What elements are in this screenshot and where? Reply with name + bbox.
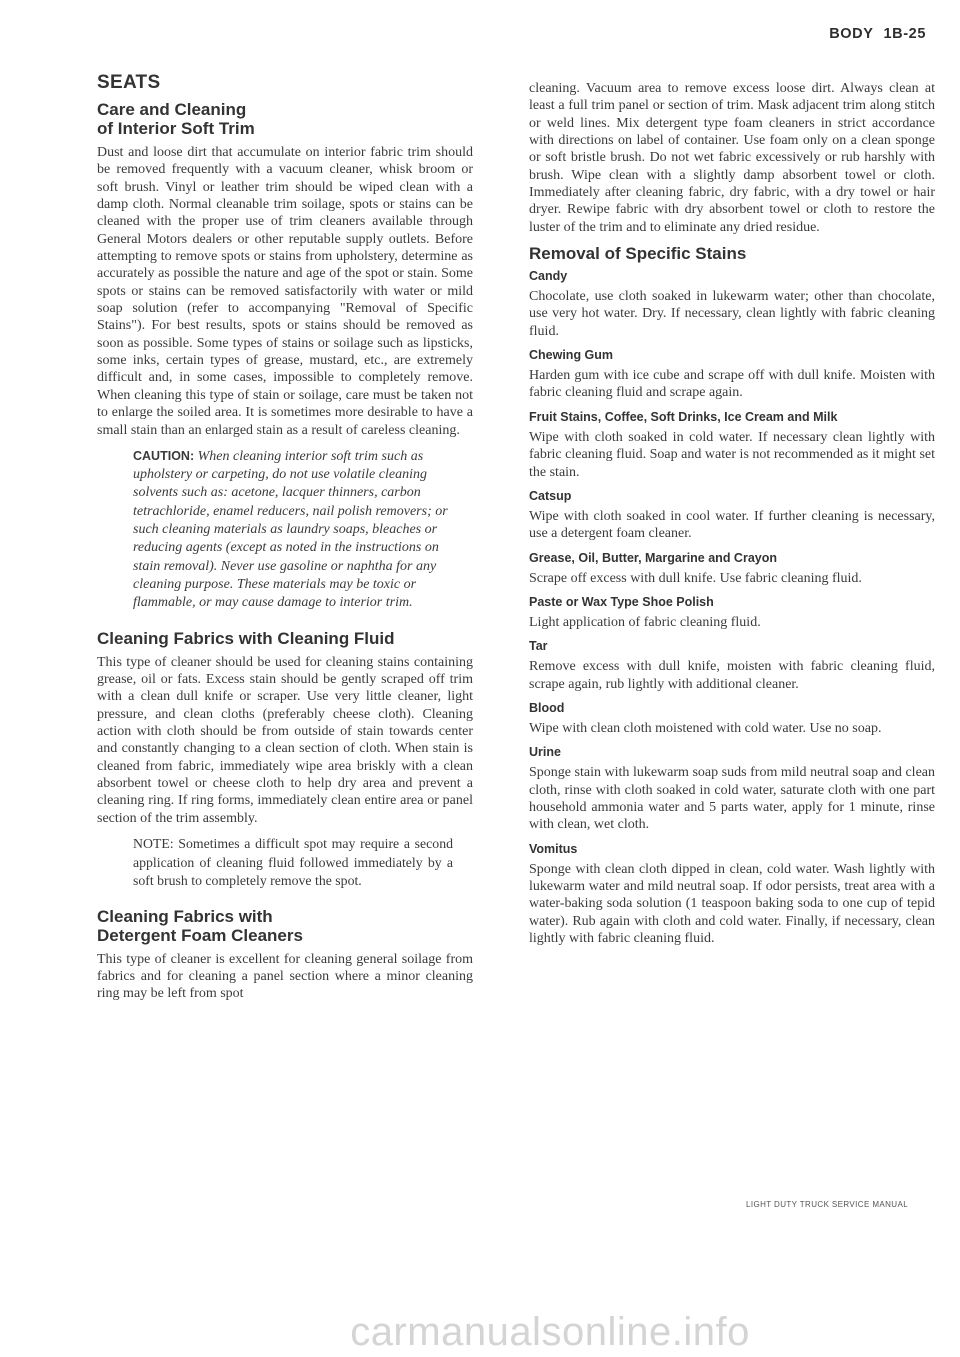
stain-title-grease: Grease, Oil, Butter, Margarine and Crayon: [529, 550, 777, 565]
stain-text-chewing-gum: Harden gum with ice cube and scrape off with dull knife. Moisten with fabric cleaning fluid and scrape again.: [529, 368, 935, 401]
page-footer: LIGHT DUTY TRUCK SERVICE MANUAL: [746, 1200, 909, 1209]
fluid-heading: Cleaning Fabrics with Cleaning Fluid: [97, 628, 395, 648]
removal-heading: Removal of Specific Stains: [529, 244, 747, 264]
foam-heading: [97, 907, 473, 945]
page-header: [829, 26, 926, 42]
care-heading: [97, 100, 473, 138]
stain-title-tar: Tar: [529, 639, 548, 654]
left-column: [97, 72, 473, 1011]
fluid-paragraph: This type of cleaner should be used for cleaning stains containing grease, oil or fats. Excess stain should be gently scraped off trim with a clean dull knife or scraper. Use very little cleaner, light pressure, and clean cloths (preferably cheese cloth). Cleaning action with cloth should be from outside of stain towards center and constantly changing to a clean section of cloth. When stain is cleaned from fabric, immediately wipe area briskly with a clean absorbent towel or cheese cloth to help dry area and prevent a cleaning ring. If ring forms, immediately clean entire area or panel section of the trim assembly.: [97, 654, 473, 826]
foam-paragraph: This type of cleaner is excellent for cleaning general soilage from fabrics and for cleaning a panel section where a minor cleaning ring may be left from spot: [97, 951, 473, 1002]
header-page-number: 1B-25: [883, 26, 926, 42]
stain-title-catsup: Catsup: [529, 488, 572, 503]
section-title: SEATS: [97, 72, 161, 93]
stain-text-shoe-polish: Light application of fabric cleaning fluid.: [529, 614, 761, 630]
stain-title-blood: Blood: [529, 700, 565, 715]
stain-text-fruit: Wipe with cloth soaked in cold water. If necessary clean lightly with fabric cleaning fluid. Soap and water is not recommended as it might set the stain.: [529, 429, 935, 480]
header-section: BODY: [829, 26, 874, 42]
stain-text-tar: Remove excess with dull knife, moisten with fabric cleaning fluid, scrape again, rub lightly with additional cleaner.: [529, 659, 935, 692]
care-heading-line-2: of Interior Soft Trim: [97, 119, 255, 138]
stain-title-shoe-polish: Paste or Wax Type Shoe Polish: [529, 594, 714, 609]
stain-title-urine: Urine: [529, 745, 561, 760]
caution-label: CAUTION:: [133, 448, 195, 463]
stain-title-candy: Candy: [529, 269, 568, 284]
stain-text-vomitus: Sponge with clean cloth dipped in clean, cold water. Wash lightly with lukewarm water and mild neutral soap. If odor persists, treat area with a water-baking soda solution (1 teaspoon baking soda to one cup of tepid water). Rub again with cloth and cold water. Finally, if necessary, clean lightly with fabric cleaning fluid.: [529, 861, 935, 946]
stain-title-fruit: Fruit Stains, Coffee, Soft Drinks, Ice Cream and Milk: [529, 409, 838, 424]
watermark: carmanualsonline.info: [350, 1310, 750, 1354]
foam-heading-line-2: Detergent Foam Cleaners: [97, 925, 303, 945]
caution-block: [133, 447, 461, 613]
stain-text-urine: Sponge stain with lukewarm soap suds from mild neutral soap and clean cloth, rinse with cloth soaked in cold water, saturate cloth with one part household ammonia water and 5 parts water, apply for 1 minute, rinse with clean, wet cloth.: [529, 765, 935, 833]
stain-text-grease: Scrape off excess with dull knife. Use fabric cleaning fluid.: [529, 570, 862, 586]
continued-paragraph: cleaning. Vacuum area to remove excess loose dirt. Always clean at least a full trim panel or section of trim. Mask adjacent trim along stitch or weld lines. Mix detergent type foam cleaners in strict accordance with directions on label of container. Use foam only on a clean sponge or soft bristle brush. Do not wet fabric excessively or rub harshly with brush. Wipe clean with a slightly damp absorbent towel or cloth. Immediately after cleaning fabric, dry fabric, with a dry towel or hair dryer. Rewipe fabric with dry absorbent towel or cloth to restore the luster of the trim and to eliminate any dried residue.: [529, 81, 935, 235]
stain-text-blood: Wipe with clean cloth moistened with cold water. Use no soap.: [529, 720, 882, 736]
care-heading-line-1: Care and Cleaning: [97, 100, 247, 119]
stain-text-catsup: Wipe with cloth soaked in cool water. If further cleaning is necessary, use a detergent foam cleaner.: [529, 508, 935, 542]
foam-heading-line-1: Cleaning Fabrics with: [97, 906, 273, 926]
stain-title-chewing-gum: Chewing Gum: [529, 348, 614, 363]
care-paragraph: Dust and loose dirt that accumulate on interior fabric trim should be removed frequently with a vacuum cleaner, whisk broom or soft brush. Vinyl or leather trim should be wiped clean with a damp cloth. Normal cleanable trim soilage, spots or stains can be cleaned with the proper use of trim cleaners available through General Motors dealers or other reputable supply outlets. Before attempting to remove spots or stains from upholstery, determine as accurately as possible the nature and age of the spot or stain. Some spots or stains can be removed satisfactorily with water or mild soap solution (refer to accompanying "Removal of Specific Stains"). For best results, spots or stains should be removed as soon as possible. Some types of stains or soilage such as lipsticks, some inks, certain types of grease, mustard, etc., are extremely difficult and, in some cases, impossible to completely remove. When cleaning this type of stain or soilage, care must be taken not to enlarge the soiled area. It is sometimes more desirable to have a small stain than an enlarged stain as a result of careless cleaning.: [97, 145, 473, 438]
stain-title-vomitus: Vomitus: [529, 841, 578, 856]
stain-text-candy: Chocolate, use cloth soaked in lukewarm water; other than chocolate, use very hot water. Dry. If necessary, clean lightly with fabric cleaning fluid.: [529, 289, 935, 339]
caution-text: When cleaning interior soft trim such as upholstery or carpeting, do not use volatile cleaning solvents such as: acetone, lacquer thinners, carbon tetrachloride, enamel reducers, nail polish removers; or such cleaning materials as laundry soaps, bleaches or reducing agents (except as noted in the instructions on stain removal). Never use gasoline or naphtha for any cleaning purpose. These materials may be toxic or flammable, or may cause damage to interior trim.: [133, 448, 448, 611]
note-block: NOTE: Sometimes a difficult spot may require a second application of cleaning fluid followed immediately by a soft brush to completely remove the spot.: [133, 835, 453, 889]
right-column: [529, 80, 935, 955]
